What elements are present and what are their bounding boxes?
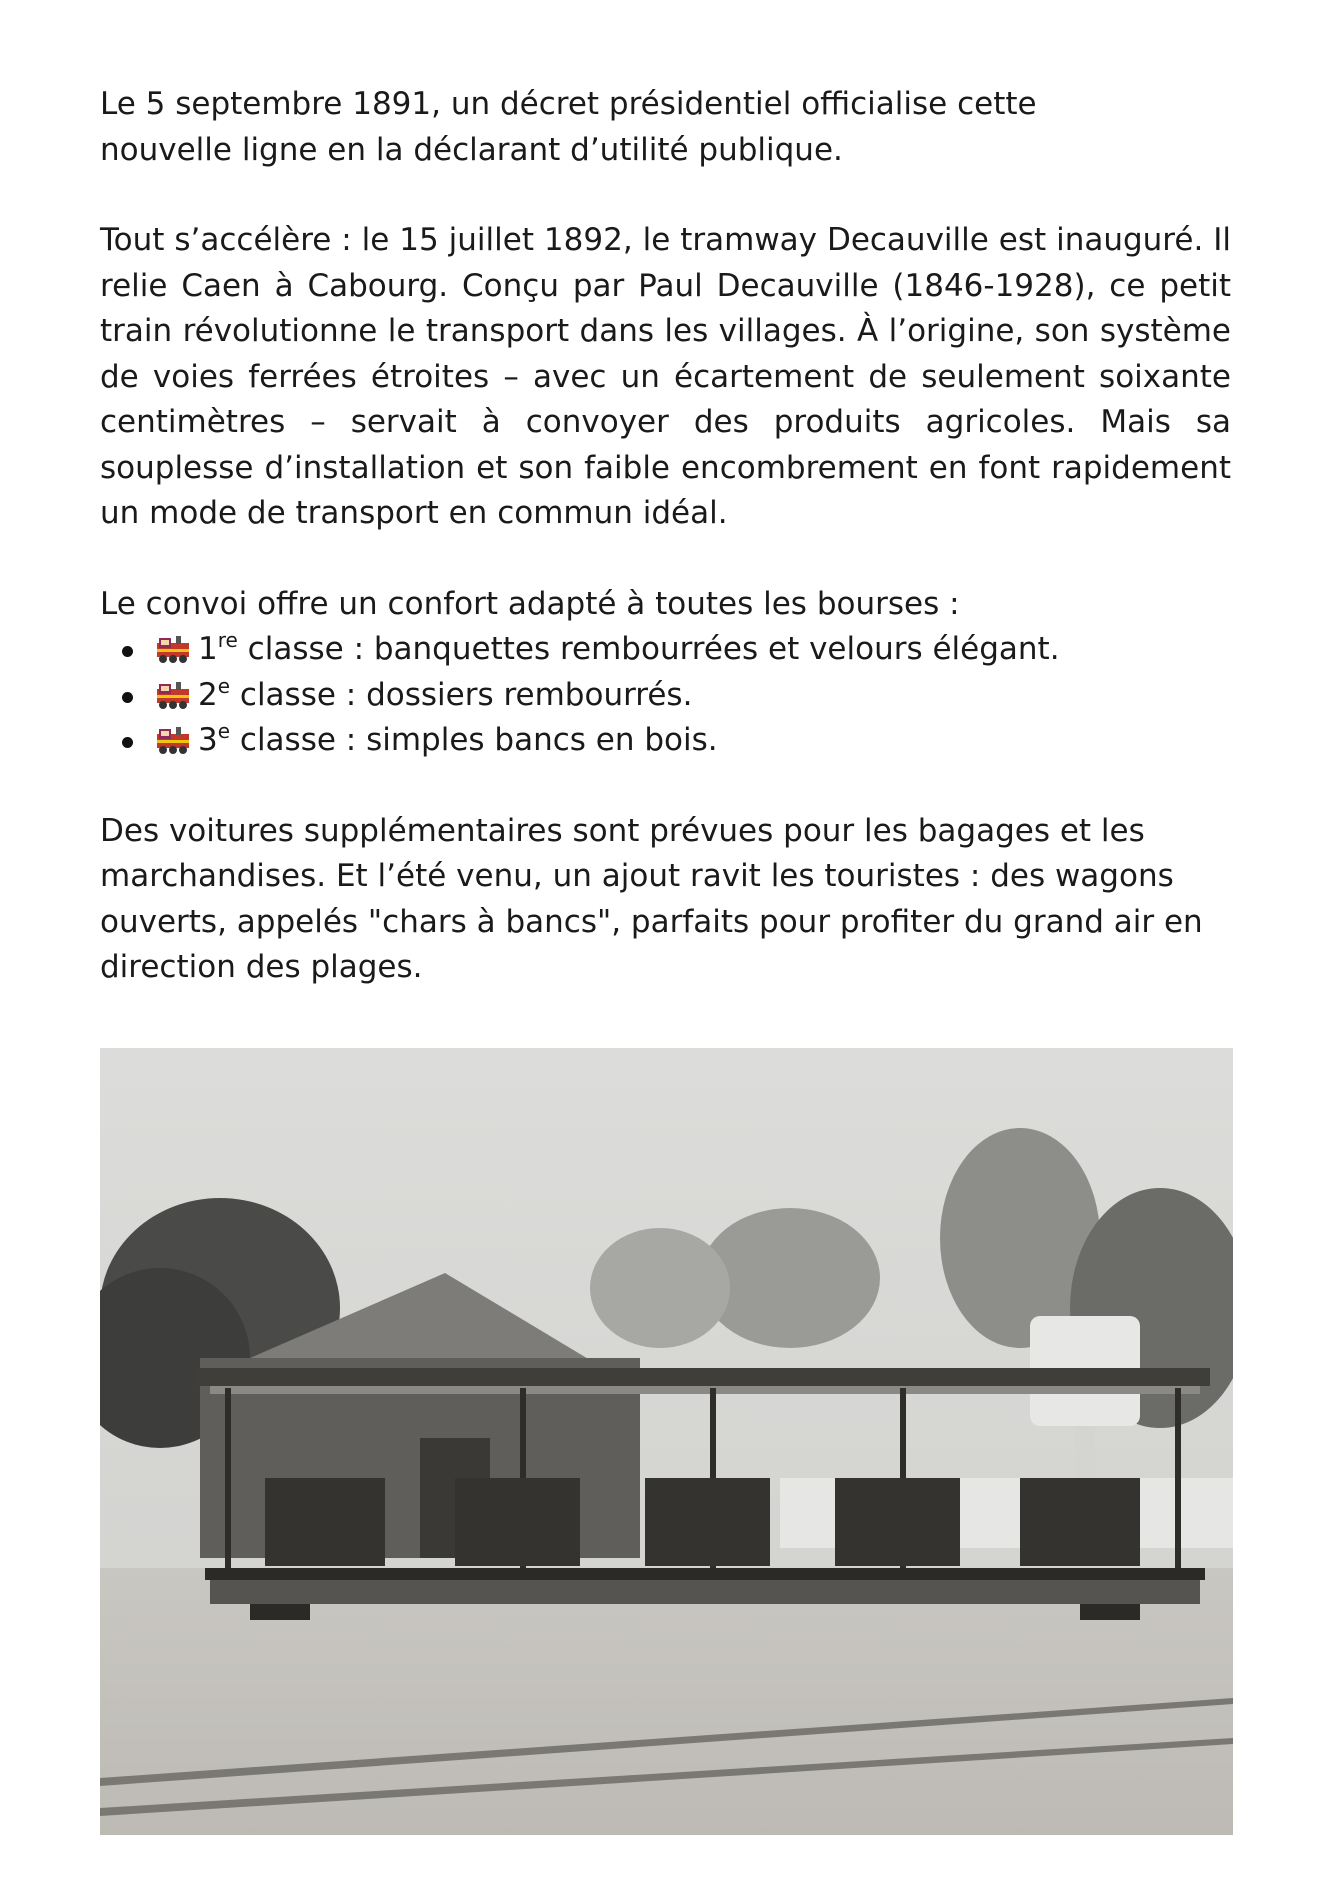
paragraph-decree: Le 5 septembre 1891, un décret présidentiel officialise cette nouvelle ligne en la déclarant d’utilité publique. (100, 86, 1037, 168)
list-item (100, 718, 1231, 764)
class-suffix: e (217, 673, 231, 698)
class-number: 3 (198, 722, 218, 758)
paragraph-inauguration: Tout s’accélère : le 15 juillet 1892, le tramway Decauville est inauguré. Il relie Caen à Cabourg. Conçu par Paul Decauville (1846-1928), ce petit train révolutionne le transport dans les villages. À l’origine, son système de voies ferrées étroites – avec un écartement de seulement soixante centimètres – servait à convoyer des produits agricoles. Mais sa souplesse d’installation et son faible encombrement en font rapidement un mode de transport en commun idéal. (100, 222, 1231, 531)
class-list (100, 627, 1231, 764)
tramway-photo-drawing (100, 1048, 1233, 1835)
tramway-photo (100, 1048, 1233, 1835)
paragraph-extra-cars: Des voitures supplémentaires sont prévues pour les bagages et les marchandises. Et l’été venu, un ajout ravit les touristes : des wagons ouverts, appelés "chars à bancs", parfaits pour profiter du grand air en direction des plages. (100, 812, 1203, 985)
class-suffix: re (217, 628, 238, 652)
list-item (100, 627, 1231, 673)
class-description: classe : banquettes rembourrées et velours élégant. (237, 631, 1060, 667)
list-item (100, 673, 1231, 719)
class-suffix: e (217, 719, 231, 743)
class-description: classe : dossiers rembourrés. (230, 676, 693, 713)
locomotive-icon (156, 634, 190, 664)
class-number: 1 (198, 631, 218, 667)
class-number: 2 (198, 676, 218, 713)
locomotive-icon (156, 725, 190, 755)
class-description: classe : simples bancs en bois. (230, 722, 718, 758)
document-page (100, 82, 1231, 991)
locomotive-icon (156, 680, 190, 710)
paragraph-comfort-intro: Le convoi offre un confort adapté à toutes les bourses : (100, 585, 960, 622)
